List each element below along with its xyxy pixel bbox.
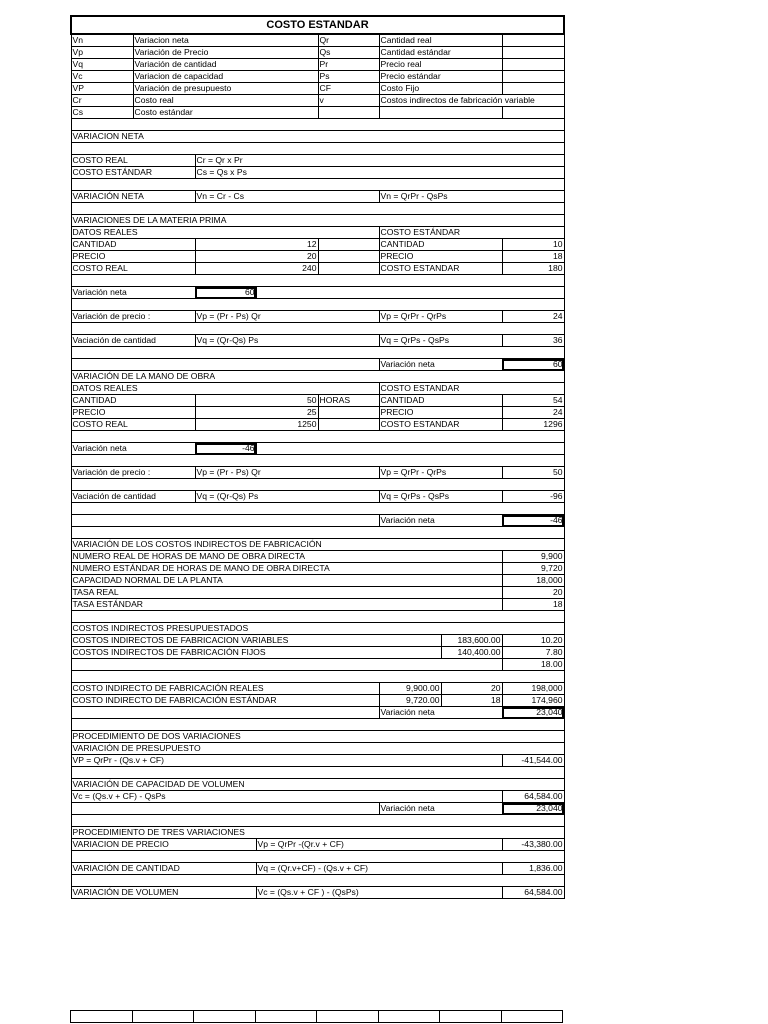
sheet-cell[interactable]: Vn = QrPr - QsPs <box>379 191 564 203</box>
sheet-row <box>71 407 564 419</box>
sheet-cell[interactable]: Variación de presupuesto <box>133 83 318 95</box>
sheet-cell[interactable]: HORAS <box>318 395 379 407</box>
sheet-row <box>71 431 564 443</box>
sheet-row <box>71 119 564 131</box>
sheet-row <box>71 83 564 95</box>
sheet-cell[interactable]: Cantidad real <box>379 34 502 47</box>
title-row <box>71 16 564 34</box>
sheet-cell[interactable]: Variación neta <box>71 287 195 299</box>
sheet-cell[interactable]: -96 <box>502 491 564 503</box>
sheet-cell[interactable]: VP = QrPr - (Qs.v + CF) <box>71 755 502 767</box>
sheet-row <box>71 707 564 719</box>
sheet-cell[interactable]: VARIACIÓN DE VOLUMEN <box>71 887 256 899</box>
sheet-row <box>71 587 564 599</box>
sheet-cell[interactable]: Cr <box>71 95 133 107</box>
sheet-row <box>71 179 564 191</box>
sheet-cell[interactable]: 10 <box>502 239 564 251</box>
sheet-cell[interactable] <box>71 815 564 827</box>
sheet-row <box>71 599 564 611</box>
sheet-cell[interactable] <box>71 431 564 443</box>
highlighted-result-cell[interactable]: 60 <box>195 287 256 299</box>
sheet-row <box>71 155 564 167</box>
sheet-row <box>71 683 564 695</box>
sheet-row <box>71 527 564 539</box>
sheet-row <box>71 647 564 659</box>
sheet-cell[interactable]: 9,720 <box>502 563 564 575</box>
sheet-cell[interactable]: Costo estándar <box>133 107 318 119</box>
cost-standard-sheet <box>70 15 565 899</box>
sheet-cell[interactable]: 180 <box>502 263 564 275</box>
trailing-empty-row <box>70 1010 563 1023</box>
sheet-cell[interactable]: Variacion neta <box>133 34 318 47</box>
sheet-cell[interactable]: Cs <box>71 107 133 119</box>
sheet-row <box>71 107 564 119</box>
sheet-row <box>71 311 564 323</box>
sheet-cell[interactable]: CANTIDAD <box>71 239 195 251</box>
sheet-row <box>71 791 564 803</box>
sheet-cell[interactable]: VP <box>71 83 133 95</box>
sheet-cell[interactable]: 18.00 <box>502 659 564 671</box>
sheet-cell[interactable] <box>256 443 564 455</box>
sheet-cell[interactable]: 140,400.00 <box>441 647 502 659</box>
sheet-row <box>71 395 564 407</box>
empty-cell[interactable] <box>71 1011 133 1023</box>
sheet-cell[interactable]: Costo real <box>133 95 318 107</box>
sheet-row <box>71 671 564 683</box>
sheet-row <box>71 731 564 743</box>
sheet-cell[interactable] <box>71 803 379 815</box>
sheet-row <box>71 251 564 263</box>
sheet-row <box>71 59 564 71</box>
sheet-cell[interactable]: VARIACIÓN DE LOS COSTOS INDIRECTOS DE FABRICACIÓN <box>71 539 564 551</box>
sheet-cell[interactable]: Variación de precio : <box>71 467 195 479</box>
sheet-cell[interactable]: 54 <box>502 395 564 407</box>
sheet-row <box>71 143 564 155</box>
sheet-cell[interactable]: Vq <box>71 59 133 71</box>
sheet-cell[interactable] <box>318 107 379 119</box>
sheet-cell[interactable]: 174,960 <box>502 695 564 707</box>
sheet-cell[interactable]: Cs = Qs x Ps <box>195 167 564 179</box>
sheet-row <box>71 34 564 47</box>
sheet-row <box>71 191 564 203</box>
sheet-cell[interactable]: Precio real <box>379 59 502 71</box>
sheet-cell[interactable] <box>71 179 564 191</box>
sheet-row <box>71 443 564 455</box>
sheet-cell[interactable] <box>71 707 379 719</box>
sheet-cell[interactable] <box>502 34 564 47</box>
sheet-row <box>71 623 564 635</box>
highlighted-result-cell[interactable]: 23,040 <box>502 707 564 719</box>
sheet-cell[interactable]: CANTIDAD <box>379 239 502 251</box>
sheet-cell[interactable]: 24 <box>502 311 564 323</box>
sheet-cell[interactable] <box>318 407 379 419</box>
sheet-cell[interactable]: 25 <box>195 407 318 419</box>
sheet-row <box>71 755 564 767</box>
sheet-cell[interactable]: 12 <box>195 239 318 251</box>
sheet-cell[interactable] <box>71 359 379 371</box>
highlighted-result-cell[interactable]: -46 <box>502 515 564 527</box>
sheet-cell[interactable]: Vp <box>71 47 133 59</box>
sheet-cell[interactable]: Costo Fijo <box>379 83 502 95</box>
sheet-cell[interactable]: 20 <box>195 251 318 263</box>
sheet-cell[interactable] <box>256 287 564 299</box>
sheet-cell[interactable]: Ps <box>318 71 379 83</box>
sheet-cell[interactable] <box>71 659 502 671</box>
sheet-row <box>71 839 564 851</box>
sheet-cell[interactable]: Cr = Qr x Pr <box>195 155 564 167</box>
sheet-cell[interactable]: Pr <box>318 59 379 71</box>
empty-cell[interactable] <box>501 1011 563 1023</box>
sheet-cell[interactable]: NUMERO ESTÁNDAR DE HORAS DE MANO DE OBRA DIRECTA <box>71 563 502 575</box>
sheet-cell[interactable]: Vp = (Pr - Ps) Qr <box>195 311 379 323</box>
sheet-cell[interactable] <box>379 107 502 119</box>
sheet-cell[interactable]: Variación de Precio <box>133 47 318 59</box>
empty-cell[interactable] <box>132 1011 194 1023</box>
sheet-cell[interactable] <box>71 671 564 683</box>
sheet-cell[interactable]: 18,000 <box>502 575 564 587</box>
sheet-cell[interactable]: 183,600.00 <box>441 635 502 647</box>
sheet-cell[interactable]: Qs <box>318 47 379 59</box>
sheet-row <box>71 275 564 287</box>
sheet-row <box>71 239 564 251</box>
sheet-cell[interactable]: VARIACION DE PRECIO <box>71 839 256 851</box>
sheet-cell[interactable]: -41,544.00 <box>502 755 564 767</box>
sheet-cell[interactable]: 1,836.00 <box>502 863 564 875</box>
sheet-row <box>71 659 564 671</box>
sheet-cell[interactable] <box>318 419 379 431</box>
sheet-cell[interactable] <box>71 527 564 539</box>
sheet-cell[interactable]: Vn <box>71 34 133 47</box>
sheet-cell[interactable]: COSTO ESTANDAR <box>379 419 502 431</box>
sheet-row <box>71 455 564 467</box>
sheet-cell[interactable]: CF <box>318 83 379 95</box>
sheet-cell[interactable]: Costos indirectos de fabricación variable <box>379 95 564 107</box>
sheet-cell[interactable]: COSTO ESTANDAR <box>379 263 502 275</box>
sheet-row <box>71 47 564 59</box>
sheet-row <box>71 347 564 359</box>
sheet-cell[interactable]: Variación neta <box>379 707 502 719</box>
sheet-cell[interactable]: Variación de precio : <box>71 311 195 323</box>
sheet-cell[interactable] <box>502 107 564 119</box>
sheet-row <box>71 419 564 431</box>
sheet-cell[interactable]: COSTO ESTÁNDAR <box>379 227 564 239</box>
sheet-cell[interactable]: 18 <box>502 251 564 263</box>
sheet-row <box>71 479 564 491</box>
sheet-cell[interactable]: Variación neta <box>379 359 502 371</box>
sheet-cell[interactable]: VARIACIÓN DE CANTIDAD <box>71 863 256 875</box>
sheet-cell[interactable] <box>71 203 564 215</box>
sheet-cell[interactable]: VARIACION NETA <box>71 131 564 143</box>
sheet-cell[interactable]: 24 <box>502 407 564 419</box>
sheet-cell[interactable]: COSTO ESTÁNDAR <box>71 167 195 179</box>
sheet-cell[interactable]: 1250 <box>195 419 318 431</box>
sheet-cell[interactable] <box>502 83 564 95</box>
sheet-cell[interactable]: 7.80 <box>502 647 564 659</box>
sheet-cell[interactable]: Variación neta <box>379 803 502 815</box>
sheet-cell[interactable]: 1296 <box>502 419 564 431</box>
highlighted-result-cell[interactable]: 23,040 <box>502 803 564 815</box>
sheet-cell[interactable]: 198,000 <box>502 683 564 695</box>
sheet-row <box>71 215 564 227</box>
sheet-cell[interactable]: PRECIO <box>379 407 502 419</box>
sheet-cell[interactable]: Vaciación de cantidad <box>71 335 195 347</box>
sheet-row <box>71 575 564 587</box>
sheet-cell[interactable]: Vq = (Qr.v+CF) - (Qs.v + CF) <box>256 863 502 875</box>
sheet-row <box>71 383 564 395</box>
sheet-cell[interactable]: VARIACIÓN NETA <box>71 191 195 203</box>
sheet-cell[interactable]: Vc = (Qs.v + CF ) - (QsPs) <box>256 887 502 899</box>
sheet-row <box>71 863 564 875</box>
sheet-cell[interactable]: 240 <box>195 263 318 275</box>
sheet-row <box>71 515 564 527</box>
sheet-cell[interactable]: DATOS REALES <box>71 383 379 395</box>
sheet-cell[interactable] <box>71 719 564 731</box>
sheet-cell[interactable]: 9,900.00 <box>379 683 441 695</box>
sheet-cell[interactable]: 20 <box>502 587 564 599</box>
sheet-cell[interactable]: Vq = (Qr-Qs) Ps <box>195 491 379 503</box>
sheet-row <box>71 371 564 383</box>
sheet-cell[interactable]: VARIACIÓN DE CAPACIDAD DE VOLUMEN <box>71 779 564 791</box>
empty-cell[interactable] <box>378 1011 440 1023</box>
sheet-cell[interactable]: CANTIDAD <box>379 395 502 407</box>
sheet-cell[interactable]: Vc <box>71 71 133 83</box>
sheet-cell[interactable]: Vq = (Qr-Qs) Ps <box>195 335 379 347</box>
sheet-cell[interactable]: COSTO ESTANDAR <box>379 383 564 395</box>
sheet-cell[interactable]: 36 <box>502 335 564 347</box>
sheet-cell[interactable]: 9,720.00 <box>379 695 441 707</box>
sheet-cell[interactable]: COSTOS INDIRECTOS PRESUPUESTADOS <box>71 623 564 635</box>
sheet-cell[interactable] <box>71 767 564 779</box>
sheet-cell[interactable]: Vn = Cr - Cs <box>195 191 379 203</box>
sheet-row <box>71 467 564 479</box>
sheet-cell[interactable]: 64,584.00 <box>502 791 564 803</box>
sheet-cell[interactable]: 10.20 <box>502 635 564 647</box>
sheet-title[interactable]: COSTO ESTANDAR <box>71 16 564 34</box>
sheet-cell[interactable]: v <box>318 95 379 107</box>
sheet-cell[interactable]: PROCEDIMIENTO DE TRES VARIACIONES <box>71 827 564 839</box>
sheet-cell[interactable]: 50 <box>195 395 318 407</box>
sheet-cell[interactable]: DATOS REALES <box>71 227 379 239</box>
empty-cell[interactable] <box>255 1011 317 1023</box>
sheet-row <box>71 719 564 731</box>
empty-cell[interactable] <box>440 1011 502 1023</box>
sheet-cell[interactable] <box>318 263 379 275</box>
sheet-cell[interactable] <box>71 611 564 623</box>
highlighted-result-cell[interactable]: -46 <box>195 443 256 455</box>
sheet-cell[interactable]: Precio estándar <box>379 71 502 83</box>
sheet-cell[interactable] <box>71 119 564 131</box>
sheet-cell[interactable]: Variacion de capacidad <box>133 71 318 83</box>
sheet-row <box>71 695 564 707</box>
sheet-row <box>71 815 564 827</box>
sheet-cell[interactable]: TASA REAL <box>71 587 502 599</box>
sheet-cell[interactable] <box>71 851 564 863</box>
sheet-cell[interactable]: 18 <box>441 695 502 707</box>
sheet-row <box>71 95 564 107</box>
sheet-cell[interactable]: 18 <box>502 599 564 611</box>
sheet-cell[interactable]: Vc = (Qs.v + CF) - QsPs <box>71 791 502 803</box>
sheet-cell[interactable] <box>71 455 564 467</box>
sheet-row <box>71 71 564 83</box>
sheet-row <box>71 887 564 899</box>
sheet-row <box>71 323 564 335</box>
sheet-row <box>71 263 564 275</box>
sheet-row <box>71 227 564 239</box>
sheet-cell[interactable]: COSTO REAL <box>71 263 195 275</box>
sheet-row <box>71 287 564 299</box>
sheet-cell[interactable]: -43,380.00 <box>502 839 564 851</box>
sheet-row <box>71 875 564 887</box>
sheet-cell[interactable]: PROCEDIMIENTO DE DOS VARIACIONES <box>71 731 564 743</box>
sheet-row <box>71 611 564 623</box>
sheet-cell[interactable]: 50 <box>502 467 564 479</box>
empty-cell[interactable] <box>317 1011 379 1023</box>
sheet-row <box>71 503 564 515</box>
sheet-cell[interactable]: Vaciación de cantidad <box>71 491 195 503</box>
sheet-cell[interactable]: PRECIO <box>71 251 195 263</box>
sheet-row <box>71 299 564 311</box>
sheet-cell[interactable] <box>71 143 564 155</box>
sheet-cell[interactable]: PRECIO <box>71 407 195 419</box>
sheet-row <box>71 167 564 179</box>
sheet-row <box>71 563 564 575</box>
sheet-cell[interactable]: Cantidad estándar <box>379 47 502 59</box>
sheet-cell[interactable] <box>318 251 379 263</box>
sheet-cell[interactable]: Vp = QrPr - QrPs <box>379 467 502 479</box>
sheet-cell[interactable] <box>502 71 564 83</box>
sheet-cell[interactable]: CANTIDAD <box>71 395 195 407</box>
sheet-row <box>71 491 564 503</box>
sheet-cell[interactable]: 64,584.00 <box>502 887 564 899</box>
sheet-cell[interactable]: COSTO REAL <box>71 155 195 167</box>
sheet-row <box>71 779 564 791</box>
sheet-cell[interactable]: 9,900 <box>502 551 564 563</box>
sheet-row <box>71 359 564 371</box>
sheet-row <box>71 743 564 755</box>
sheet-row <box>71 539 564 551</box>
sheet-cell[interactable] <box>71 347 564 359</box>
sheet-cell[interactable]: Vp = QrPr - QrPs <box>379 311 502 323</box>
sheet-cell[interactable]: Vq = QrPs - QsPs <box>379 335 502 347</box>
sheet-cell[interactable] <box>502 47 564 59</box>
sheet-cell[interactable]: Variación de cantidad <box>133 59 318 71</box>
sheet-cell[interactable] <box>502 59 564 71</box>
sheet-cell[interactable]: PRECIO <box>379 251 502 263</box>
sheet-cell[interactable]: Variación neta <box>71 443 195 455</box>
sheet-cell[interactable]: 20 <box>441 683 502 695</box>
sheet-cell[interactable]: CAPACIDAD NORMAL DE LA PLANTA <box>71 575 502 587</box>
sheet-cell[interactable]: TASA ESTÁNDAR <box>71 599 502 611</box>
sheet-cell[interactable] <box>71 275 564 287</box>
sheet-cell[interactable] <box>318 239 379 251</box>
sheet-cell[interactable] <box>71 479 564 491</box>
sheet-row <box>71 635 564 647</box>
sheet-row <box>71 551 564 563</box>
sheet-cell[interactable]: VARIACIONES DE LA MATERIA PRIMA <box>71 215 564 227</box>
sheet-row <box>71 827 564 839</box>
sheet-cell[interactable]: Qr <box>318 34 379 47</box>
sheet-cell[interactable]: Vp = QrPr -(Qr.v + CF) <box>256 839 502 851</box>
sheet-cell[interactable]: Vp = (Pr - Ps) Qr <box>195 467 379 479</box>
sheet-cell[interactable]: NUMERO REAL DE HORAS DE MANO DE OBRA DIRECTA <box>71 551 502 563</box>
sheet-cell[interactable]: COSTOS INDIRECTOS DE FABRICACIÓN FIJOS <box>71 647 441 659</box>
sheet-cell[interactable]: VARIACIÓN DE PRESUPUESTO <box>71 743 564 755</box>
sheet-cell[interactable]: Variación neta <box>379 515 502 527</box>
sheet-cell[interactable]: COSTOS INDIRECTOS DE FABRICACION VARIABLES <box>71 635 441 647</box>
sheet-row <box>71 335 564 347</box>
sheet-cell[interactable] <box>71 323 564 335</box>
empty-cell[interactable] <box>194 1011 256 1023</box>
sheet-cell[interactable] <box>71 299 564 311</box>
sheet-row <box>71 131 564 143</box>
sheet-cell[interactable] <box>71 875 564 887</box>
highlighted-result-cell[interactable]: 60 <box>502 359 564 371</box>
sheet-cell[interactable] <box>71 515 379 527</box>
sheet-row <box>71 851 564 863</box>
sheet-cell[interactable] <box>71 503 564 515</box>
sheet-cell[interactable]: Vq = QrPs - QsPs <box>379 491 502 503</box>
sheet-cell[interactable]: COSTO INDIRECTO DE FABRICACIÓN ESTÁNDAR <box>71 695 379 707</box>
sheet-row <box>71 803 564 815</box>
sheet-cell[interactable]: VARIACIÓN DE LA MANO DE OBRA <box>71 371 564 383</box>
sheet-row <box>71 767 564 779</box>
sheet-cell[interactable]: COSTO INDIRECTO DE FABRICACIÓN REALES <box>71 683 379 695</box>
sheet-row <box>71 203 564 215</box>
sheet-cell[interactable]: COSTO REAL <box>71 419 195 431</box>
